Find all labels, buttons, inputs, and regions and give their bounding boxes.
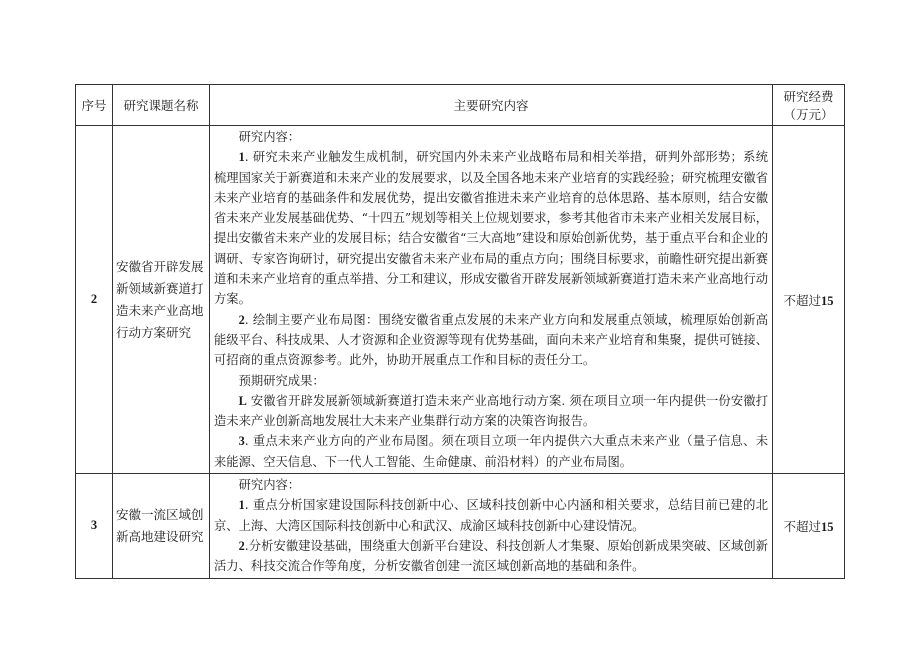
- result-item: L 安徽省开辟发展新领域新赛道打造未来产业高地行动方案. 须在项目立项一年内提供一份安徽打造未来产业创新高地发展壮大未来产业集群行动方案的决策咨询报告。: [214, 393, 768, 429]
- research-fee: 不超过15: [773, 126, 845, 474]
- table-row: [76, 474, 845, 578]
- header-fee: 研究经费（万元）: [773, 85, 845, 126]
- research-fee: 不超过15: [773, 474, 845, 578]
- research-content: [210, 474, 773, 578]
- table-row: [76, 126, 845, 474]
- content-heading: 研究内容：: [238, 130, 301, 144]
- row-number: 2: [76, 126, 113, 474]
- header-content: 主要研究内容: [210, 85, 773, 126]
- content-heading: 研究内容：: [238, 478, 301, 493]
- row-number: 3: [76, 474, 113, 578]
- topic-title: 安徽一流区域创新高地建设研究: [113, 474, 210, 578]
- research-content: [210, 126, 773, 474]
- research-topics-table: [75, 84, 845, 579]
- content-item: 2. 绘制主要产业布局图：围绕安徽省重点发展的未来产业方向和发展重点领域，梳理原始创新高能级平台、科技成果、人才资源和企业资源等现有优势基础，面向未来产业培育和集聚，提供可链接、可招商的重点资源参考。此外，协助开展重点工作和目标的责任分工。: [214, 312, 768, 368]
- content-item: 2.分析安徽建设基础，围绕重大创新平台建设、科技创新人才集聚、原始创新成果突破、区域创新活力、科技交流合作等角度，分析安徽省创建一流区域创新高地的基础和条件。: [214, 538, 768, 574]
- topic-title: 安徽省开辟发展新领域新赛道打造未来产业高地行动方案研究: [113, 126, 210, 474]
- header-no: 序号: [76, 85, 113, 126]
- header-row: [76, 85, 845, 126]
- result-item: 3. 重点未来产业方向的产业布局图。须在项目立项一年内提供六大重点未来产业（量子信息、未来能源、空天信息、下一代人工智能、生命健康、前沿材料）的产业布局图。: [214, 434, 768, 469]
- content-item: 1. 重点分析国家建设国际科技创新中心、区域科技创新中心内涵和相关要求，总结目前已建的北京、上海、大湾区国际科技创新中心和武汉、成渝区域科技创新中心建设情况。: [214, 498, 768, 533]
- header-title: 研究课题名称: [113, 85, 210, 126]
- results-heading: 预期研究成果：: [238, 373, 325, 388]
- content-item: 1. 研究未来产业触发生成机制，研究国内外未来产业战略布局和相关举措，研判外部形势；系统梳理国家关于新赛道和未来产业的发展要求，以及全国各地未来产业培育的实践经验；研究梳理安徽省未来产业培育的基础条件和发展优势，提出安徽省推进未来产业培育的总体思路、基本原则，结合安徽省未来产业发展基础优势、“十四五”规划等相关上位规划要求，参考其他省市未来产业相关发展目标，提出安徽省未来产业的发展目标；结合安徽省“三大高地”建设和原始创新优势，基于重点平台和企业的调研、专家咨询研讨，研究提出安徽省未来产业布局的重点方向；围绕目标要求，前瞻性研究提出新赛道和未来产业培育的重点举措、分工和建议，形成安徽省开辟发展新领域新赛道打造未来产业高地行动方案。: [214, 150, 768, 307]
